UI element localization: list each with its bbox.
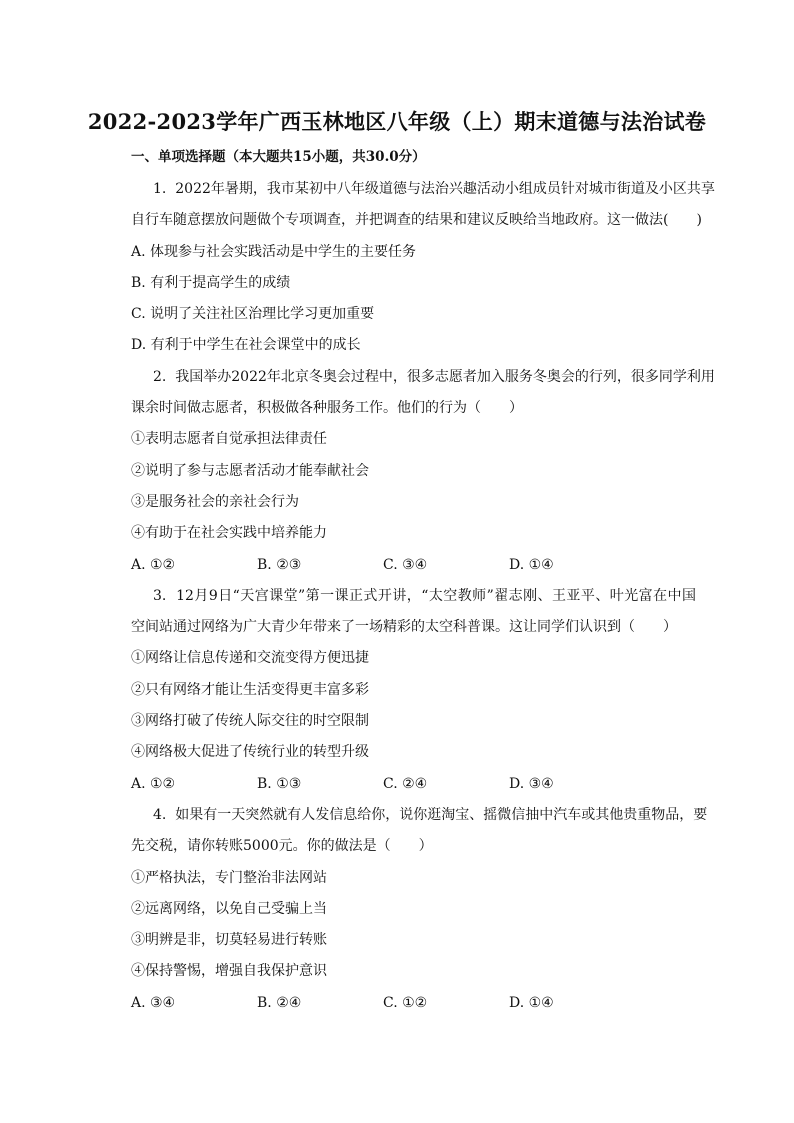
question-4-statement-4: ④保持警惕，增强自我保护意识 [131,963,327,980]
question-4-stem-line-1: 4. 如果有一天突然就有人发信息给你，说你逛淘宝、摇微信抽中汽车或其他贵重物品，要 [153,806,708,823]
question-1-choice-c: C. 说明了关注社区治理比学习更加重要 [131,306,375,323]
question-2-statement-1: ①表明志愿者自觉承担法律责任 [131,431,327,448]
question-3-statement-4: ④网络极大促进了传统行业的转型升级 [131,744,369,761]
question-3-option-c: C. ②④ [383,775,428,792]
question-4-statement-1: ①严格执法，专门整治非法网站 [131,869,327,886]
question-3-statement-2: ②只有网络才能让生活变得更丰富多彩 [131,681,369,698]
question-4-option-b: B. ②④ [257,994,302,1011]
question-3-statement-1: ①网络让信息传递和交流变得方便迅捷 [131,650,369,667]
question-4-option-a: A. ③④ [131,994,176,1011]
question-2-option-b: B. ②③ [257,556,302,573]
question-list [131,174,715,1019]
question-3-option-a: A. ①② [131,775,176,792]
section-heading: 一、单项选择题（本大题共15小题，共30.0分） [131,149,426,165]
question-4-stem-line-2: 先交税，请你转账5000元。你的做法是（ ） [131,838,433,855]
question-4-options [131,988,696,1019]
question-1-choice-b: B. 有利于提高学生的成绩 [131,274,291,291]
question-3-option-b: B. ①③ [257,775,302,792]
question-2-option-a: A. ①② [131,556,176,573]
question-4-statement-2: ②远离网络，以免自己受骗上当 [131,900,327,917]
question-4-statement-3: ③明辨是非，切莫轻易进行转账 [131,932,327,949]
question-2-statement-4: ④有助于在社会实践中培养能力 [131,525,327,542]
question-4-option-c: C. ①② [383,994,428,1011]
question-2-stem-line-1: 2. 我国举办2022年北京冬奥会过程中，很多志愿者加入服务冬奥会的行列，很多同学利用 [153,368,715,385]
question-2-options [131,550,696,581]
question-3-option-d: D. ③④ [509,775,554,792]
question-3-stem-line-1: 3. 12月9日“天宫课堂”第一课正式开讲，“太空教师”翟志刚、王亚平、叶光富在中国 [153,587,696,604]
question-1-stem-line-1: 1. 2022年暑期，我市某初中八年级道德与法治兴趣活动小组成员针对城市街道及小区共享 [153,181,715,197]
question-1-choice-d: D. 有利于中学生在社会课堂中的成长 [131,337,361,354]
question-3-stem-line-2: 空间站通过网络为广大青少年带来了一场精彩的太空科普课。这让同学们认识到（ ） [131,619,677,636]
question-1-choice-a: A. 体现参与社会实践活动是中学生的主要任务 [131,243,417,260]
question-3-statement-3: ③网络打破了传统人际交往的时空限制 [131,713,369,730]
question-1-stem-line-2: 自行车随意摆放问题做个专项调查，并把调查的结果和建议反映给当地政府。这一做法( ) [131,212,702,229]
question-2-stem-line-2: 课余时间做志愿者，积极做各种服务工作。他们的行为（ ） [131,400,523,417]
question-2-statement-2: ②说明了参与志愿者活动才能奉献社会 [131,462,369,479]
question-4-option-d: D. ①④ [509,994,554,1011]
question-3-options [131,769,696,800]
question-2-option-c: C. ③④ [383,556,428,573]
question-2-option-d: D. ①④ [509,556,554,573]
page-title: 2022-2023学年广西玉林地区八年级（上）期末道德与法治试卷 [87,109,707,134]
question-2-statement-3: ③是服务社会的亲社会行为 [131,493,299,510]
